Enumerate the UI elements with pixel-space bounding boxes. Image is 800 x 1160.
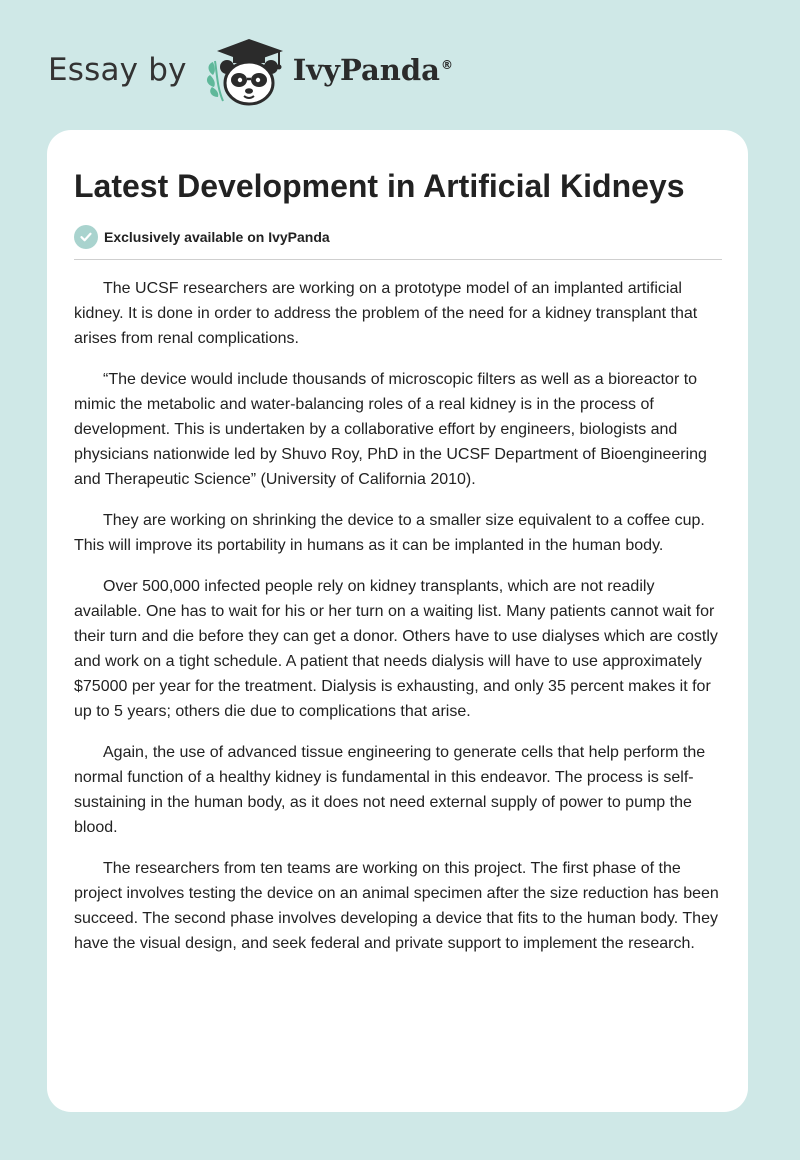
page-title: Latest Development in Artificial Kidneys	[74, 168, 685, 204]
paragraph: The researchers from ten teams are working on this project. The first phase of the project involves testing the device on an animal specimen after the size reduction has been succeed. The second phase involves developing a device that fits to the human body. They have the visual design, and seek federal and private support to implement the research.	[74, 860, 719, 952]
brand-name[interactable]: IvyPanda®	[292, 53, 453, 87]
registered-mark: ®	[440, 58, 453, 73]
paragraph: Again, the use of advanced tissue engineering to generate cells that help perform the normal function of a healthy kidney is fundamental in this endeavor. The process is self-sustaining in the human body, as it does not need external supply of power to pump the blood.	[74, 744, 706, 836]
title-divider	[74, 259, 722, 260]
exclusive-label: Exclusively available on IvyPanda	[104, 229, 330, 245]
essay-body	[74, 276, 722, 956]
brand-prefix: Essay by	[48, 52, 187, 88]
exclusive-badge	[74, 224, 722, 250]
essay-card	[47, 130, 748, 1112]
check-icon	[74, 225, 98, 249]
panda-logo-icon[interactable]	[201, 31, 291, 109]
site-header	[48, 30, 453, 110]
paragraph: They are working on shrinking the device to a smaller size equivalent to a coffee cup. This will improve its portability in humans as it can be implanted in the human body.	[74, 512, 705, 554]
paragraph: Over 500,000 infected people rely on kidney transplants, which are not readily available. One has to wait for his or her turn on a waiting list. Many patients cannot wait for their turn and die before they can get a donor. Others have to use dialyses which are costly and work on a tight schedule. A patient that needs dialysis will have to use approximately $75000 per year for the treatment. Dialysis is exhausting, and only 35 percent makes it for up to 5 years; others die due to complications that arise.	[74, 578, 718, 720]
paragraph: “The device would include thousands of microscopic filters as well as a bioreactor to mimic the metabolic and water-balancing roles of a real kidney is in the process of development. This is undertaken by a collaborative effort by engineers, biologists and physicians nationwide led by Shuvo Roy, PhD in the UCSF Department of Bioengineering and Therapeutic Science” (University of California 2010).	[74, 371, 707, 488]
paragraph: The UCSF researchers are working on a prototype model of an implanted artificial kidney. It is done in order to address the problem of the need for a kidney transplant that arises from renal complications.	[74, 280, 698, 347]
